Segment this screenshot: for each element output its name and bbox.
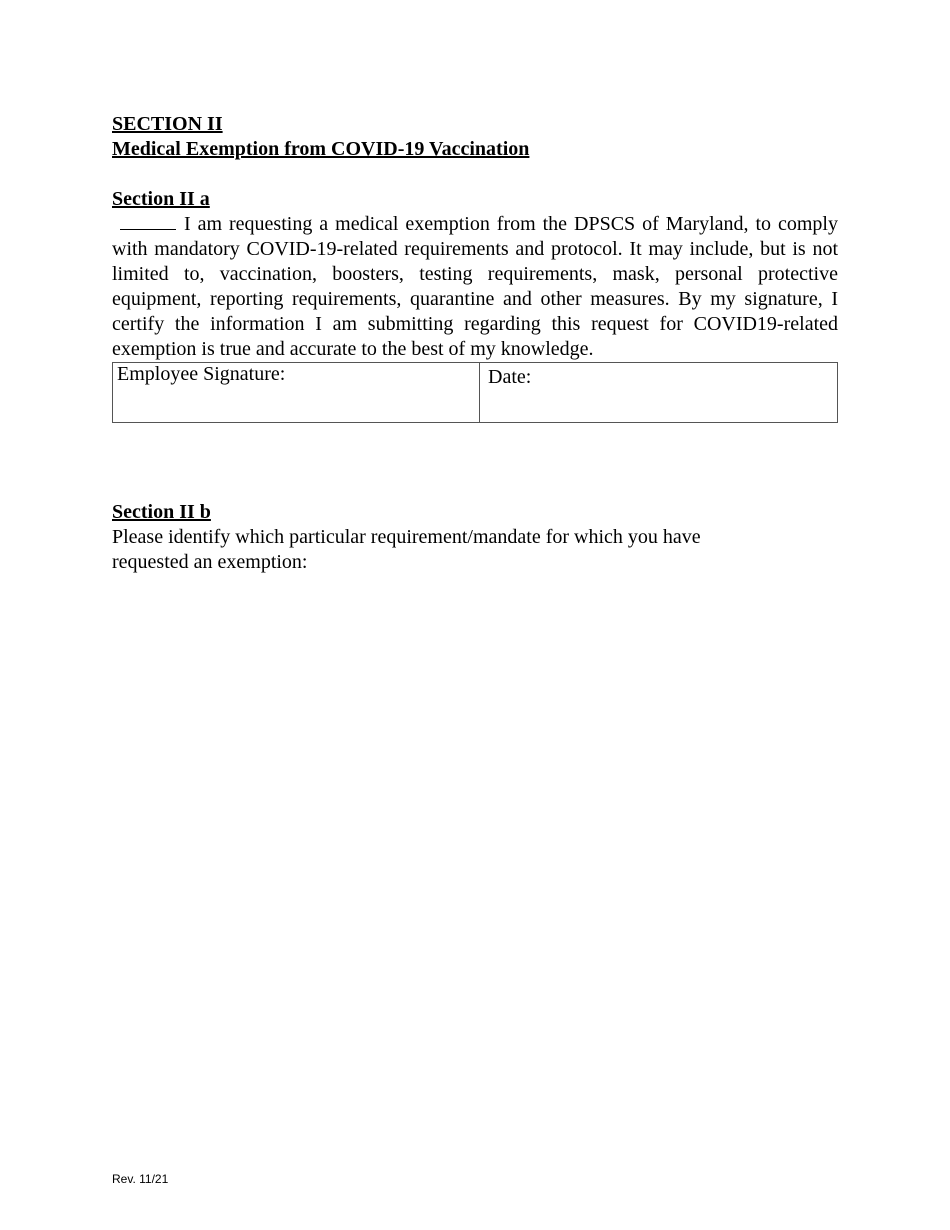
spacer xyxy=(112,423,838,500)
employee-signature-label: Employee Signature: xyxy=(117,363,286,385)
section-title: SECTION II xyxy=(112,113,223,135)
date-label: Date: xyxy=(488,366,532,388)
section-a-body: I am requesting a medical exemption from the DPSCS of Maryland, to comply with mandatory COVID-19-related requirements and protocol. It may include, but is not limited to, vaccination, boosters, testing requirements, mask, personal protective equipment, reporting requirements, quarantine and other measures. By my signature, I certify the information I am submitting regarding this request for COVID19-related exemption is true and accurate to the best of my knowledge. xyxy=(112,213,838,360)
employee-signature-field[interactable] xyxy=(113,363,480,423)
revision-footer: Rev. 11/21 xyxy=(112,1172,169,1186)
date-field[interactable] xyxy=(480,363,838,423)
signature-table xyxy=(112,362,838,423)
initials-blank[interactable] xyxy=(120,212,176,230)
section-b-body: Please identify which particular requirement/mandate for which you have requested an exemption: xyxy=(112,526,701,573)
document-page xyxy=(112,112,838,575)
spacer xyxy=(112,162,838,187)
signature-row xyxy=(113,363,838,423)
section-a-heading: Section II a xyxy=(112,188,210,210)
section-subtitle: Medical Exemption from COVID-19 Vaccination xyxy=(112,138,530,160)
section-a-paragraph xyxy=(112,212,838,362)
section-b-heading: Section II b xyxy=(112,501,211,523)
